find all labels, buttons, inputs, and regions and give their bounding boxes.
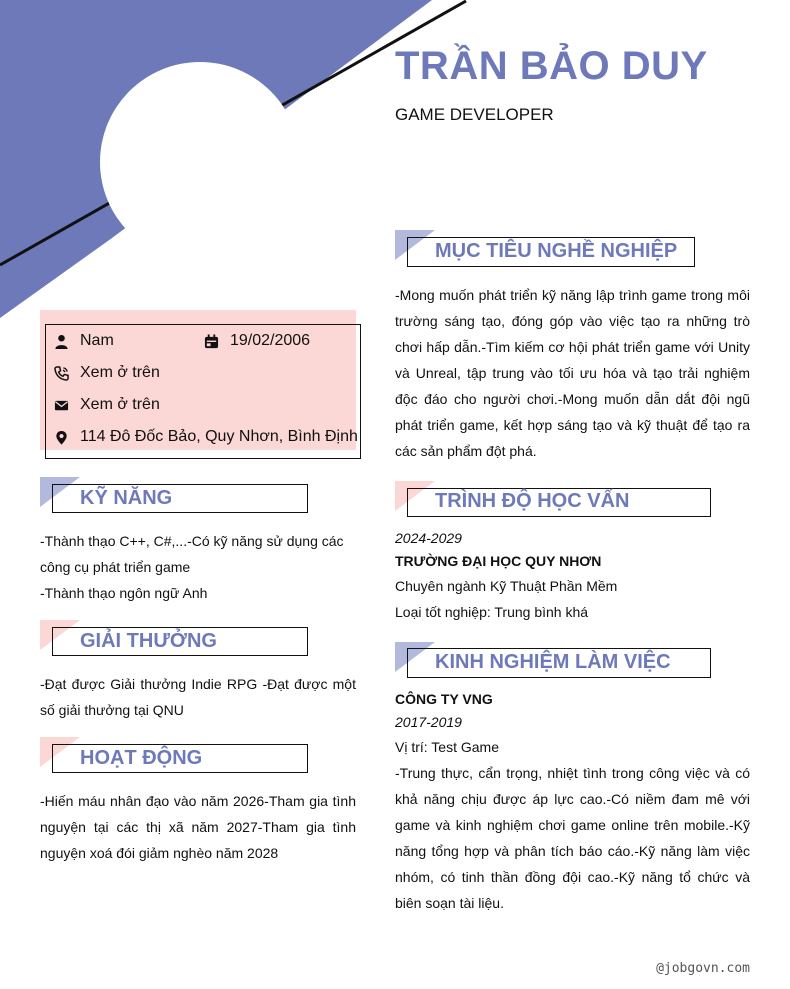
phone-icon	[54, 366, 69, 381]
experience-position: Vị trí: Test Game	[395, 739, 499, 755]
footer-watermark: @jobgovn.com	[656, 961, 750, 976]
skills-line-2: công cụ phát triển game	[40, 559, 191, 575]
person-icon	[54, 334, 69, 349]
skills-line-1: -Thành thạo C++, C#,...-Có kỹ năng sử dụng các	[40, 533, 344, 549]
experience-title: KINH NGHIỆM LÀM VIỆC	[435, 651, 671, 673]
location-pin-icon	[54, 430, 69, 445]
address-value: 114 Đô Đốc Bảo, Quy Nhơn, Bình Định	[80, 428, 358, 445]
experience-text: -Trung thực, cẩn trọng, nhiệt tình trong công việc và có khả năng chịu được áp lực cao.-Có niềm đam mê với game và kinh nghiệm chơi game online trên mobile.-Kỹ năng tổng hợp và phân tích báo cáo.-Kỹ năng làm việc nhóm, có tinh thần đồng đội cao.-Kỹ năng tổ chức và biên soạn tài liệu.	[395, 765, 750, 911]
education-period: 2024-2029	[395, 530, 462, 546]
mail-icon	[54, 398, 69, 413]
skills-line-3: -Thành thạo ngôn ngữ Anh	[40, 585, 208, 601]
gender-value: Nam	[80, 332, 114, 349]
education-grade: Loại tốt nghiệp: Trung bình khá	[395, 604, 589, 620]
education-school: TRƯỜNG ĐẠI HỌC QUY NHƠN	[395, 553, 602, 569]
contact-phone	[54, 362, 160, 384]
candidate-name: TRẦN BẢO DUY	[395, 44, 708, 88]
activities-text: -Hiến máu nhân đạo vào năm 2026-Tham gia tình nguyện tại các thị xã năm 2027-Tham gia tình nguyện xoá đói giảm nghèo năm 2028	[40, 793, 356, 861]
education-major: Chuyên ngành Kỹ Thuật Phần Mềm	[395, 578, 618, 594]
experience-period: 2017-2019	[395, 714, 462, 730]
education-title: TRÌNH ĐỘ HỌC VẤN	[435, 490, 630, 512]
objective-text: -Mong muốn phát triển kỹ năng lập trình game trong môi trường sáng tạo, đóng góp vào việc tạo ra những trò chơi hấp dẫn.-Tìm kiếm cơ hội phát triển game với Unity và Unreal, tập trung vào tối ưu hóa và tạo trải nghiệm độc đáo cho người chơi.-Mong muốn dẫn dắt đội ngũ phát triển game, kết hợp sáng tạo và kỹ thuật để tạo ra các sản phẩm đột phá.	[395, 287, 750, 459]
job-title: GAME DEVELOPER	[395, 105, 554, 124]
contact-email	[54, 394, 160, 416]
skills-title: KỸ NĂNG	[80, 487, 173, 509]
objective-title: MỤC TIÊU NGHỀ NGHIỆP	[435, 240, 678, 262]
experience-company: CÔNG TY VNG	[395, 691, 493, 707]
awards-text: -Đạt được Giải thưởng Indie RPG -Đạt được một số giải thưởng tại QNU	[40, 676, 356, 718]
calendar-icon	[204, 334, 219, 349]
birthday-value: 19/02/2006	[230, 332, 311, 349]
phone-value: Xem ở trên	[80, 364, 160, 381]
activities-title: HOẠT ĐỘNG	[80, 747, 203, 769]
avatar	[100, 62, 300, 262]
contact-birthday	[204, 330, 310, 352]
awards-title: GIẢI THƯỞNG	[80, 630, 217, 652]
contact-address	[54, 426, 358, 448]
contact-gender	[54, 330, 114, 352]
email-value: Xem ở trên	[80, 396, 160, 413]
